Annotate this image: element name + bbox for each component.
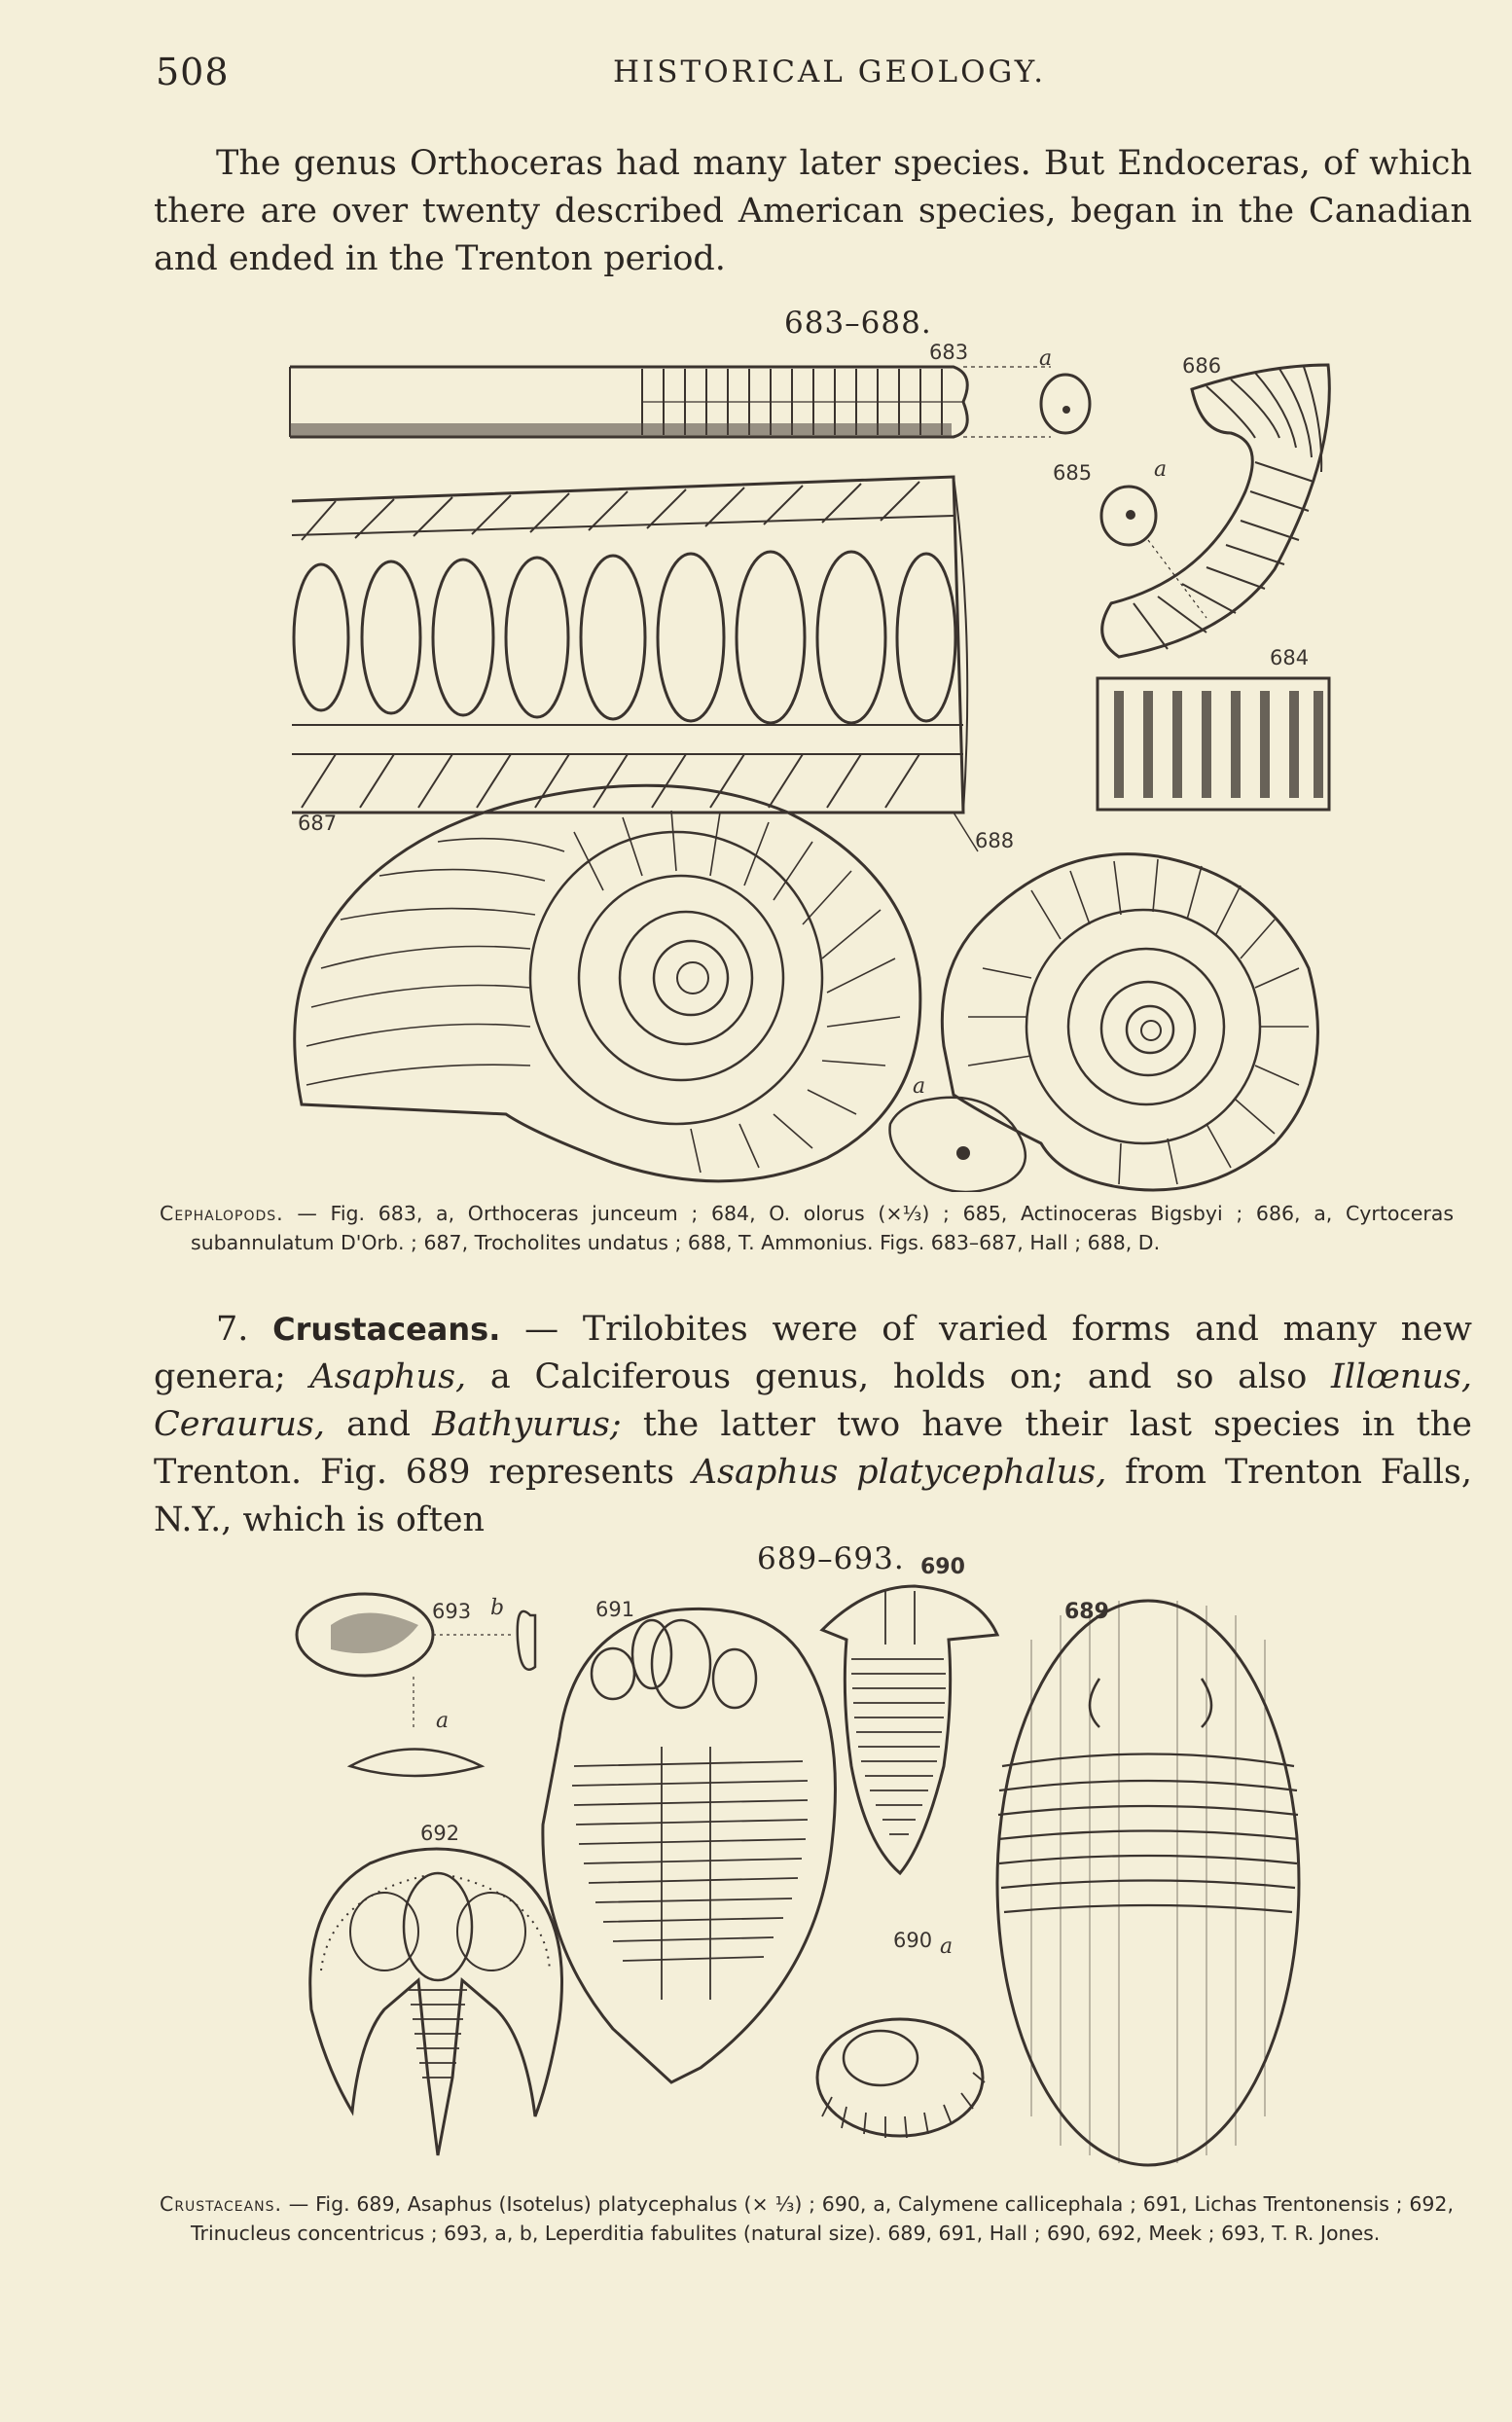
actinoceras-section-drawing — [1101, 487, 1206, 618]
trinucleus-drawing — [310, 1849, 562, 2155]
crustaceans-caption — [160, 2189, 1454, 2248]
fig-684-label: 684 — [1270, 646, 1310, 669]
caption-lead: Crustaceans. — [160, 2192, 283, 2216]
cephalopod-plate — [282, 345, 1352, 1192]
paragraph-crustaceans — [154, 1306, 1472, 1544]
paragraph-endoceras — [154, 140, 1472, 283]
cephalopods-caption — [160, 1199, 1454, 1257]
fig-683-label: 683 — [929, 341, 969, 364]
fig-690a-label: 690 — [893, 1929, 933, 1952]
fig-687-label: 687 — [298, 812, 338, 835]
section-number: 7. — [216, 1310, 249, 1349]
fig-690-label: 690 — [920, 1555, 965, 1579]
running-head: HISTORICAL GEOLOGY. — [613, 54, 1047, 90]
fig-692-label: 692 — [420, 1822, 460, 1845]
page-number: 508 — [156, 51, 230, 93]
fig-685-a-label: a — [1154, 457, 1168, 482]
paragraph-text: a Calciferous genus, holds on; and so also — [466, 1357, 1331, 1396]
fig-689-label: 689 — [1064, 1600, 1109, 1624]
asaphus-platycephalus-drawing — [997, 1601, 1299, 2165]
genus-name: Bathyurus; — [432, 1405, 622, 1444]
trocholites-undatus-drawing — [295, 785, 920, 1181]
genus-name: Illœnus, Ceraurus, — [154, 1357, 1472, 1444]
figure-range-689-693: 689–693. — [757, 1541, 905, 1576]
caption-lead: Cephalopods. — [160, 1202, 284, 1225]
paragraph-text: The genus Orthoceras had many later species. But Endoceras, of which there are over twenty described American species, began in the Canadian and ended in the Trenton period. — [154, 144, 1472, 278]
orthoceras-section-drawing — [963, 367, 1090, 437]
fig-683-a-label: a — [1039, 346, 1053, 371]
calymene-enrolled-drawing — [817, 2019, 985, 2138]
section-heading: Crustaceans. — [272, 1311, 501, 1348]
fig-686-label: 686 — [1182, 354, 1222, 378]
fig-693-b-label: b — [490, 1596, 505, 1620]
trocholites-section-drawing — [890, 1098, 1026, 1192]
caption-text: — Fig. 689, Asaphus (Isotelus) platycephalus (× ⅓) ; 690, a, Calymene callicephala ; 691, Lichas Trentonensis ; 692, Trinucleus concentricus ; 693, a, b, Leperditia fabulites (natural size). 689, 691, Hall ; 690, 692, Meek ; 693, T. R. Jones. — [191, 2192, 1454, 2245]
trocholites-ammonius-drawing — [942, 854, 1317, 1190]
fig-685-label: 685 — [1053, 461, 1093, 485]
fig-690a-letter: a — [940, 1934, 954, 1959]
lichas-drawing — [543, 1609, 836, 2082]
fig-693-a-label: a — [436, 1709, 450, 1733]
genus-name: Asaphus, — [309, 1357, 467, 1396]
calymene-drawing — [822, 1586, 997, 1873]
cyrtoceras-drawing — [1102, 365, 1330, 657]
fig-688-a-label: a — [913, 1074, 926, 1099]
paragraph-text: from Trenton Falls, N.Y., which is often — [154, 1453, 1472, 1539]
fig-693-label: 693 — [432, 1600, 472, 1623]
page-header — [156, 51, 1372, 109]
fig-688-label: 688 — [975, 829, 1015, 852]
fig-691-label: 691 — [595, 1598, 635, 1621]
orthoceras-junceum-drawing — [290, 367, 967, 437]
caption-text: — Fig. 683, a, Orthoceras junceum ; 684, O. olorus (×⅓) ; 685, Actinoceras Bigsbyi ; 686, a, Cyrtoceras subannulatum D'Orb. ; 687, Trocholites undatus ; 688, T. Ammonius. Figs. 683–687, Hall ; 688, D. — [191, 1202, 1454, 1254]
paragraph-text: — Trilobites were of varied forms and many new genera; — [154, 1310, 1472, 1396]
orthoceras-olorus-drawing — [1098, 678, 1329, 810]
paragraph-text: the latter two have their last species in the Trenton. Fig. 689 represents — [154, 1405, 1472, 1492]
figure-range-683-688: 683–688. — [784, 306, 932, 341]
leperditia-drawing — [297, 1594, 535, 1776]
species-name: Asaphus platycephalus, — [692, 1453, 1107, 1492]
actinoceras-bigsbyi-drawing — [292, 477, 978, 851]
paragraph-text: and — [325, 1405, 433, 1444]
crustacean-plate — [292, 1572, 1343, 2185]
